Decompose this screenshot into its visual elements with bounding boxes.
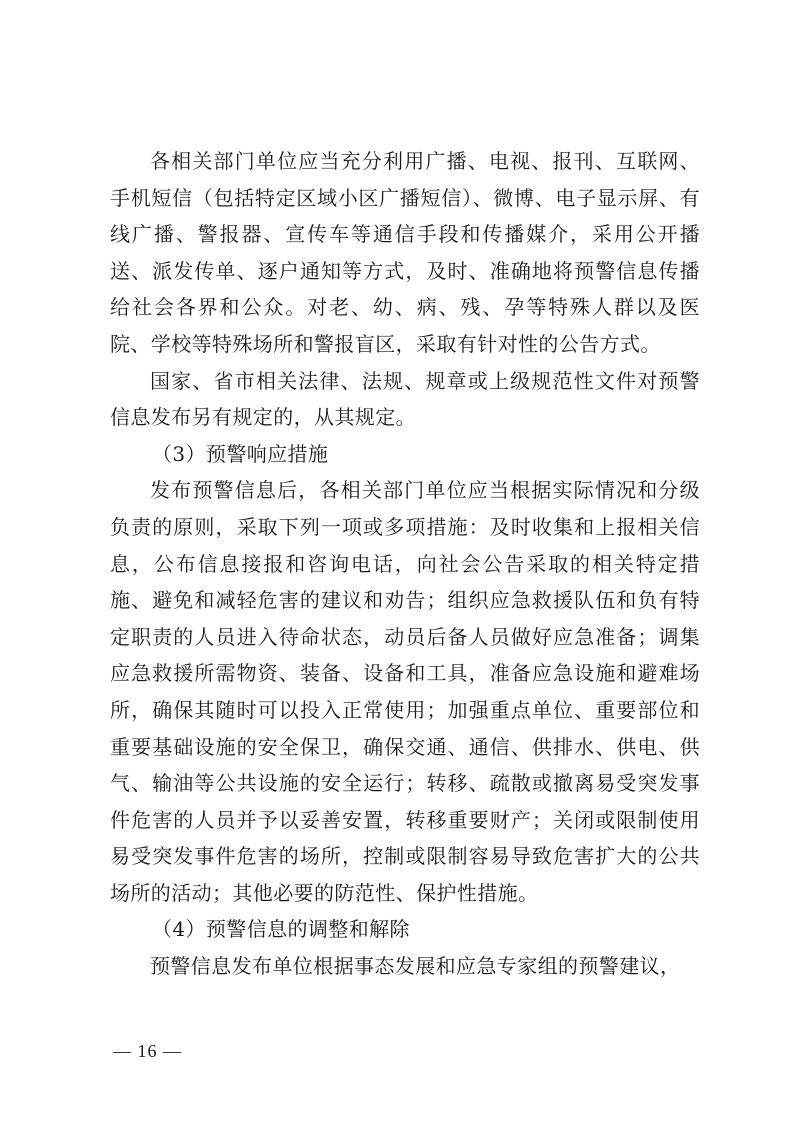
section-heading-warning-response: （3）预警响应措施 [152,441,329,466]
section-heading-adjustment-release: （4）预警信息的调整和解除 [152,917,410,942]
page-number: — 16 — [113,1041,182,1061]
paragraph-response-measures: 发布预警信息后，各相关部门单位应当根据实际情况和分级负责的原则，采取下列一项或多项措施：及时收集和上报相关信息，公布信息接报和咨询电话，向社会公告采取的相关特定措施、避免和减轻危害的建议和劝告；组织应急救援队伍和负有特定职责的人员进入待命状态，动员后备人员做好应急准备；调集应急救援所需物资、装备、设备和工具，准备应急设施和避难场所，确保其随时可以投入正常使用；加强重点单位、重要部位和重要基础设施的安全保卫，确保交通、通信、供排水、供电、供气、输油等公共设施的安全运行；转移、疏散或撤离易受突发事件危害的人员并予以妥善安置，转移重要财产；关闭或限制使用易受突发事件危害的场所，控制或限制容易导致危害扩大的公共场所的活动；其他必要的防范性、保护性措施。 [110,478,700,905]
document-body [110,143,700,985]
paragraph-info-dissemination: 各相关部门单位应当充分利用广播、电视、报刊、互联网、手机短信（包括特定区域小区广播短信）、微博、电子显示屏、有线广播、警报器、宣传车等通信手段和传播媒介，采用公开播送、派发传单、逐户通知等方式，及时、准确地将预警信息传播给社会各界和公众。对老、幼、病、残、孕等特殊人群以及医院、学校等特殊场所和警报盲区，采取有针对性的公告方式。 [110,149,700,356]
paragraph-regulations: 国家、省市相关法律、法规、规章或上级规范性文件对预警信息发布另有规定的，从其规定。 [110,368,700,430]
paragraph-adjustment: 预警信息发布单位根据事态发展和应急专家组的预警建议， [150,954,681,979]
